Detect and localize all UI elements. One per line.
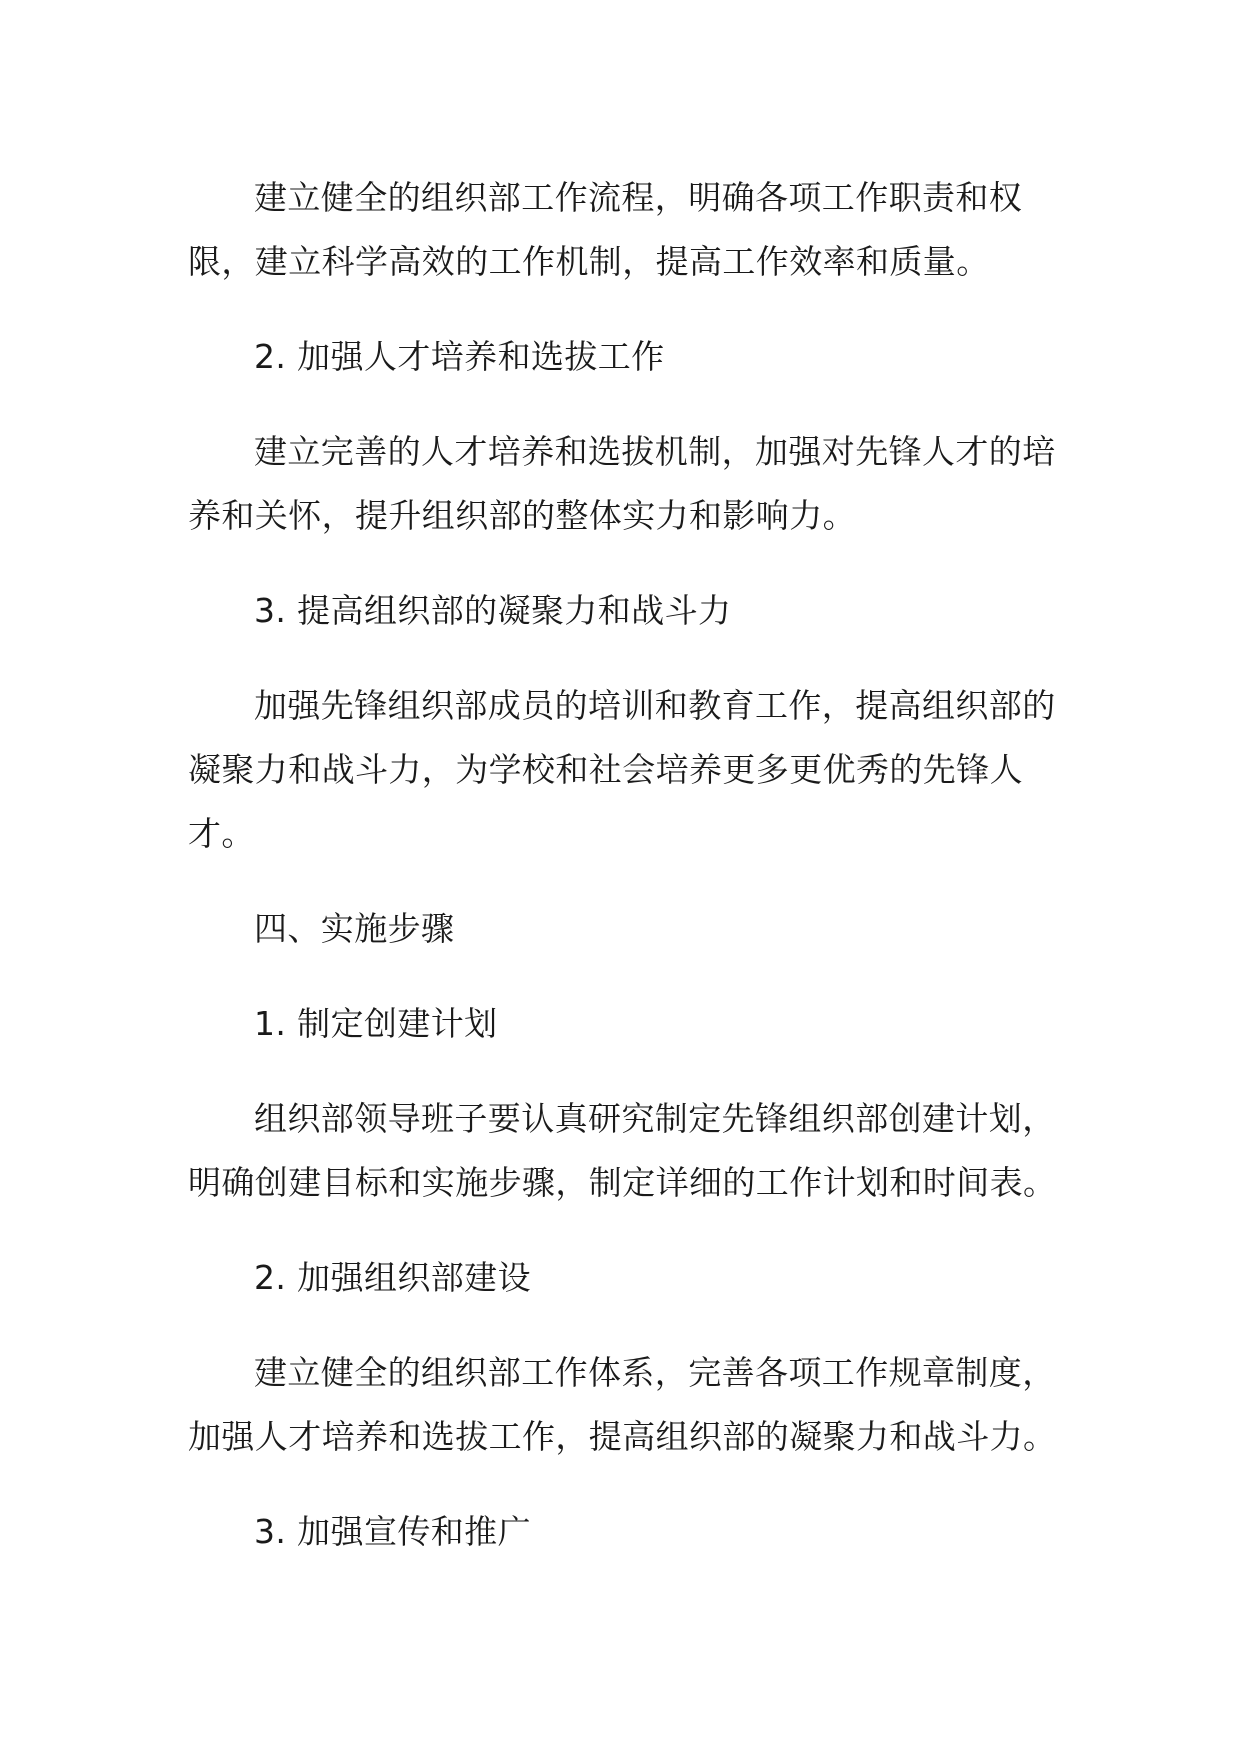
paragraph-workflow: 建立健全的组织部工作流程，明确各项工作职责和权限，建立科学高效的工作机制，提高工作效率和质量。 [188, 178, 1023, 281]
document-body [188, 166, 1088, 1595]
paragraph-member-training: 加强先锋组织部成员的培训和教育工作，提高组织部的凝聚力和战斗力，为学校和社会培养更多更优秀的先锋人才。 [188, 686, 1056, 853]
paragraph-talent-mechanism: 建立完善的人才培养和选拔机制，加强对先锋人才的培养和关怀，提升组织部的整体实力和影响力。 [188, 432, 1056, 535]
heading-publicity: 3. 加强宣传和推广 [254, 1512, 531, 1551]
heading-department-building: 2. 加强组织部建设 [254, 1258, 531, 1297]
paragraph-create-plan: 组织部领导班子要认真研究制定先锋组织部创建计划，明确创建目标和实施步骤，制定详细的工作计划和时间表。 [188, 1099, 1057, 1202]
heading-talent-training: 2. 加强人才培养和选拔工作 [254, 337, 665, 376]
heading-create-plan: 1. 制定创建计划 [254, 1004, 498, 1043]
heading-implementation-steps: 四、实施步骤 [254, 909, 455, 948]
heading-cohesion: 3. 提高组织部的凝聚力和战斗力 [254, 591, 732, 630]
paragraph-department-building: 建立健全的组织部工作体系，完善各项工作规章制度，加强人才培养和选拔工作，提高组织部的凝聚力和战斗力。 [188, 1353, 1057, 1456]
